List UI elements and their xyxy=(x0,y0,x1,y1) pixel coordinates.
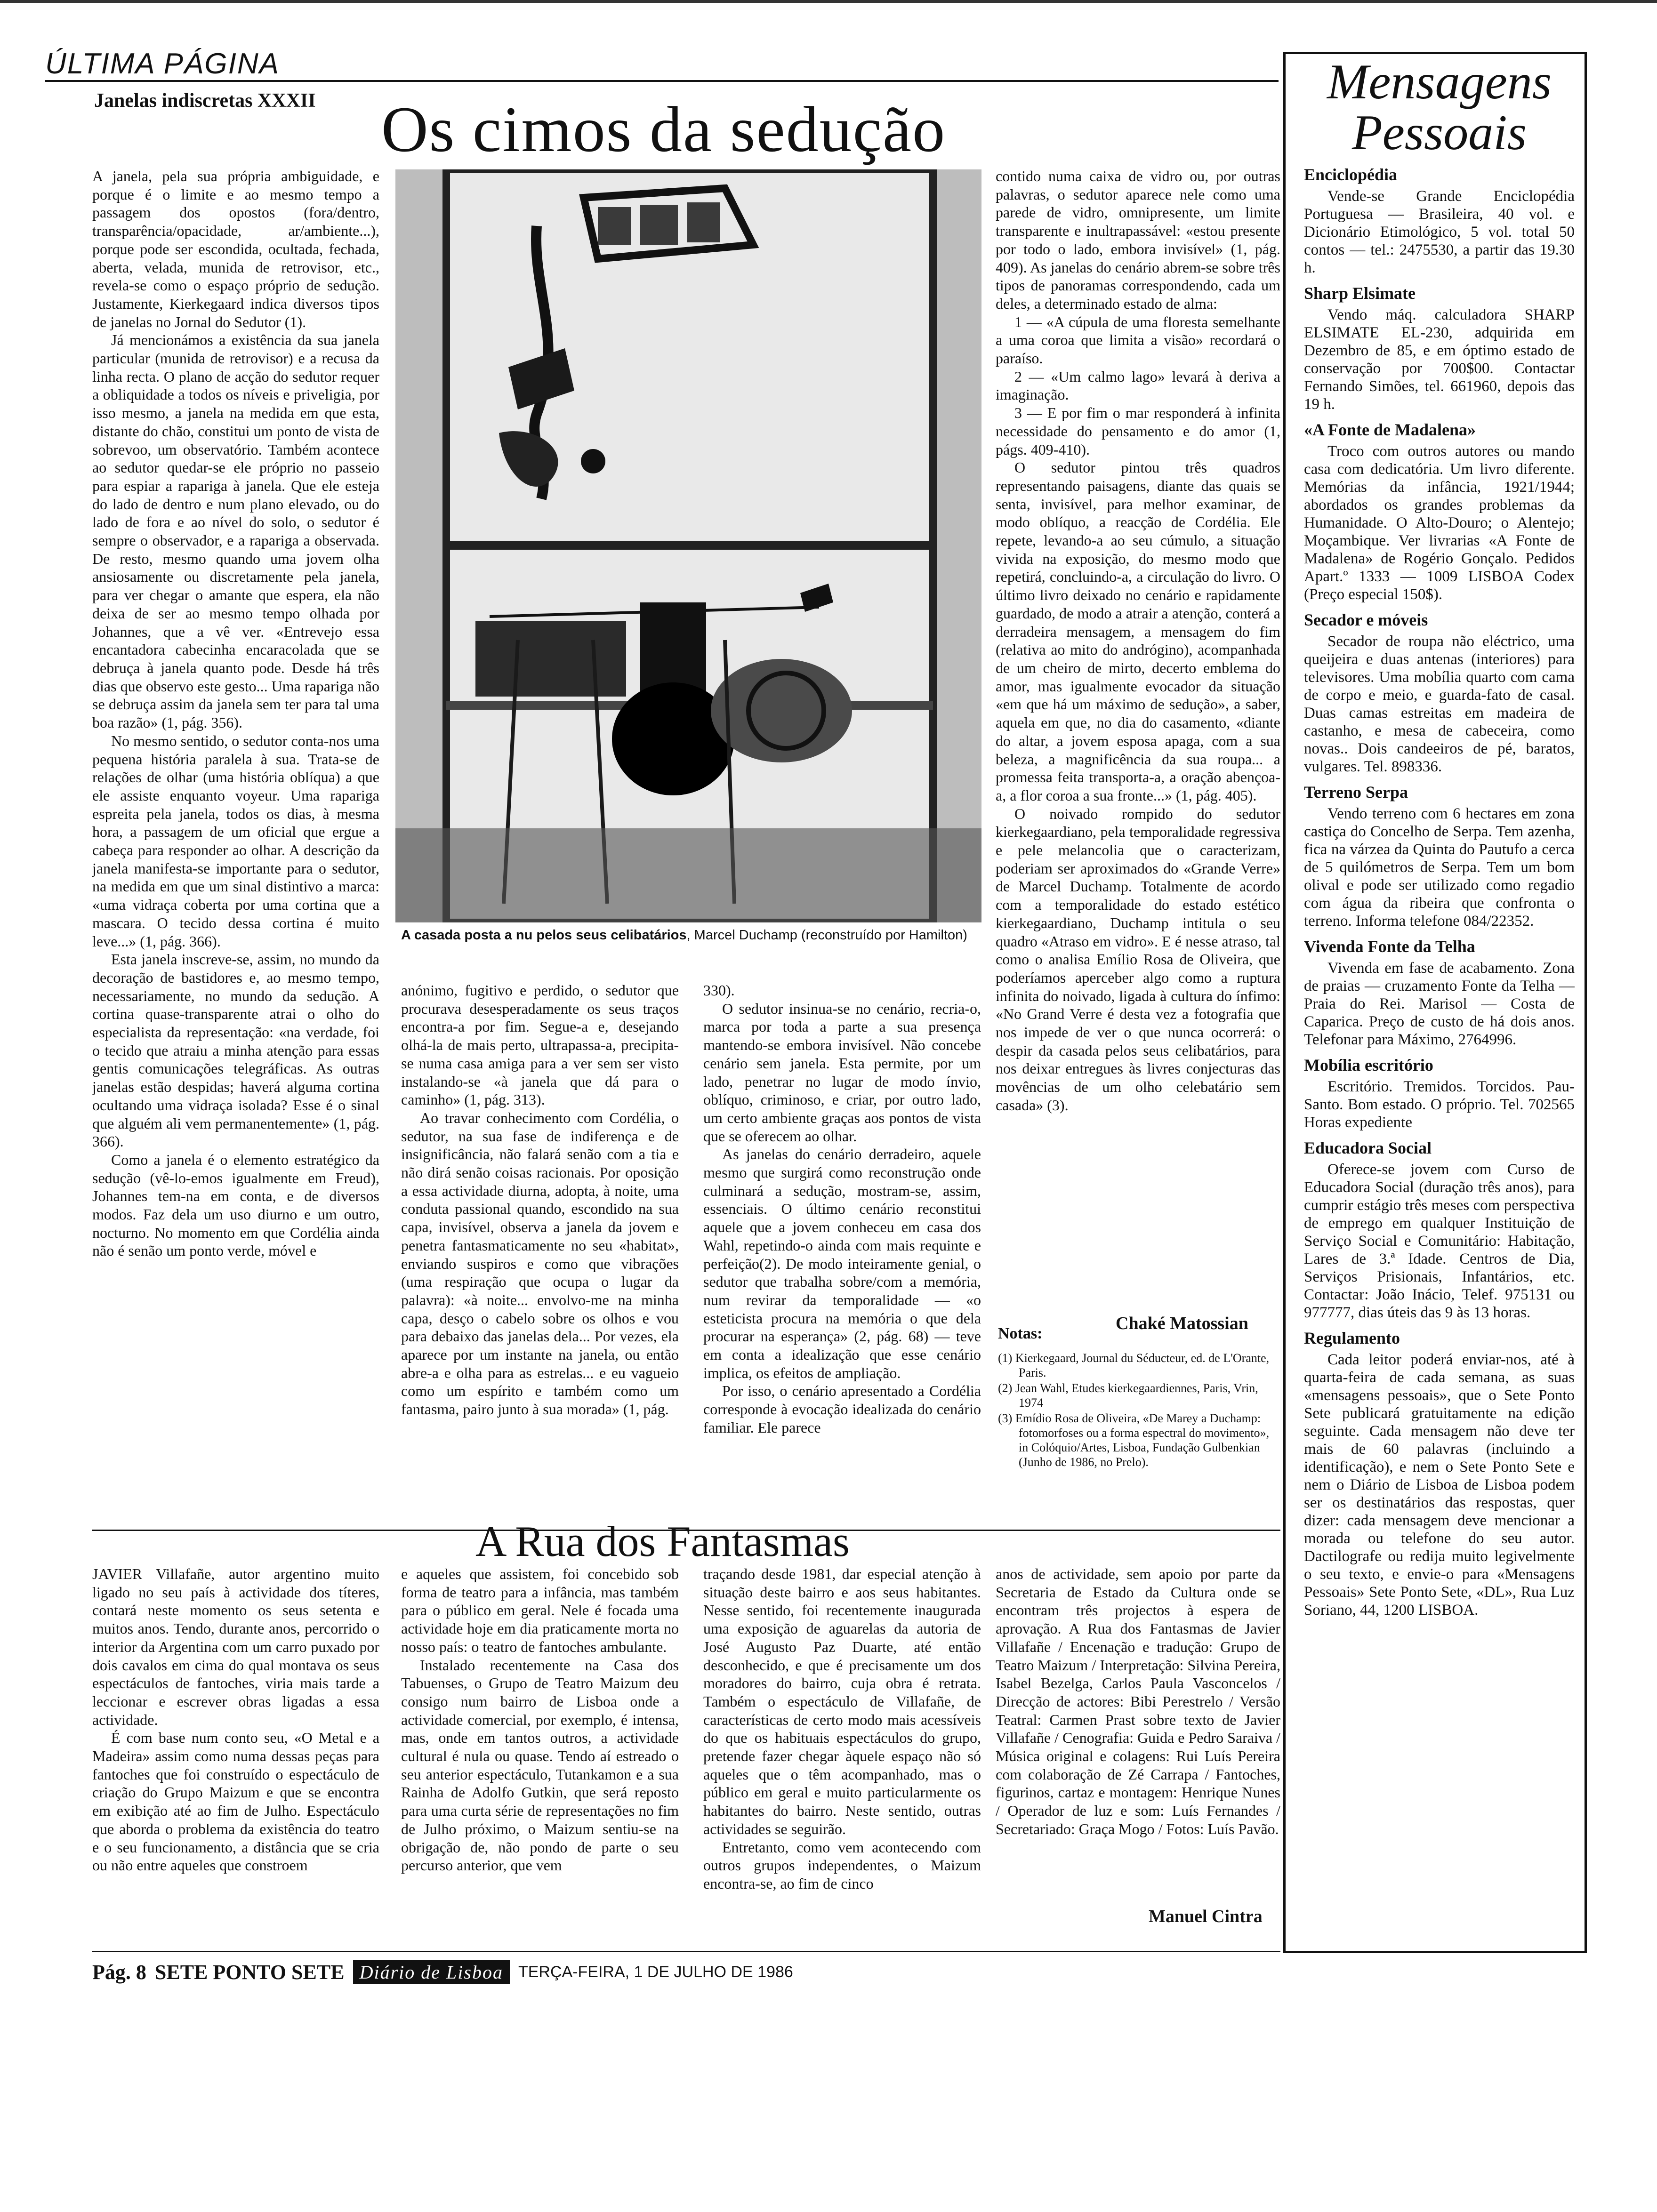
second-column-1 xyxy=(92,1565,379,1941)
article-column-4 xyxy=(996,167,1280,1292)
caption-title: A casada posta a nu pelos seus celibatários xyxy=(401,928,687,943)
paragraph: 1 — «A cúpula de uma floresta semelhante a uma coroa que limita a visão» recordará o paraíso. xyxy=(996,313,1280,367)
supplement-name: SETE PONTO SETE xyxy=(154,1960,345,1984)
ad-heading: Terreno Serpa xyxy=(1304,783,1408,801)
ad-item xyxy=(1304,283,1575,413)
second-article-title: A Rua dos Fantasmas xyxy=(475,1517,850,1565)
large-glass-artwork xyxy=(395,169,981,922)
ad-text: Cada leitor poderá enviar-nos, até à quarta-feira de cada semana, as suas «mensagens pessoais», que o Sete Ponto Sete publicará gratuitamente na edição seguinte. Cada mensagem não deve ter mais de 60 palavras (incluindo a identificação), e nem o Sete Ponto Sete e nem o Diário de Lisboa de Lisboa podem ser os destinatários das respostas, quer dizer: cada mensagem deve mencionar a morada ou telefone do seu autor. Dactilografe ou redija muito legivelmente o seu texto, e envie-o para «Mensagens Pessoais» Sete Ponto Sete, «DL», Rua Luz Soriano, 44, 1200 LISBOA. xyxy=(1304,1351,1575,1619)
ad-text: Oferece-se jovem com Curso de Educadora Social (duração três anos), para cumprir estágio três meses com perspectiva de emprego em qualquer Instituição de Serviço Social e Comunitário: Habitação, Lares de 3.ª Idade. Centros de Dia, Serviços Prisionais, Infantários, etc. Contactar: João Inácio, Telef. 975131 ou 977777, dias úteis das 9 às 13 horas. xyxy=(1304,1161,1575,1321)
issue-date: TERÇA-FEIRA, 1 DE JULHO DE 1986 xyxy=(518,1963,793,1981)
paragraph: O noivado rompido do sedutor kierkegaardiano, pela temporalidade regressiva e pele melancolia que o caracterizam, poderiam ser aproximados do «Grande Verre» de Marcel Duchamp. Totalmente de acordo com a temporalidade do estado estético kierkegaardiano, Duchamp intitula o seu quadro «Atraso em vidro». E é nesse atraso, tal como o analisa Emílio Rosa de Oliveira, que poderíamos aperceber algo como a ruptura infinita do noivado, ligada à cultura do ínfimo: «No Grand Verre é desta vez a fotografia que nos impede de ver o que nunca ocorrerá: o despir da casada pelos seus celibatários, para nos deixar entregues às livres conjecturas das movências de um olho celebatário sem casada» (3). xyxy=(996,805,1280,1114)
ad-text: Escritório. Tremidos. Torcidos. Pau-Santo. Bom estado. O próprio. Tel. 702565 Horas expediente xyxy=(1304,1078,1575,1131)
ad-item xyxy=(1304,610,1575,776)
ad-item xyxy=(1304,1328,1575,1619)
article-column-3 xyxy=(703,981,981,1527)
article-author: Chaké Matossian xyxy=(1116,1314,1248,1333)
paragraph: Ao travar conhecimento com Cordélia, o sedutor, na sua fase de indiferença e de insignificância, não falará senão com a tia e não dirá senão coisas racionais. Por oposição a essa actividade diurna, adopta, à noite, uma conduta passional quando, escondido na sua capa, invisível, observa a janela da jovem e penetra fantasmaticamente no seu «habitat», enviando suspiros e como que vibrações (uma respiração que ocupa o lugar da palavra): «à noite... envolvo-me na minha capa, desço o cabelo sobre os olhos e vou para debaixo das janelas dela... Por vezes, ela aparece por um instante na janela, ou então abre-a e olha para as estrelas... e eu vagueio como um espírito e também como um fantasma, pairo junto à sua morada» (1, pág. xyxy=(401,1109,679,1418)
note-item: (2) Jean Wahl, Etudes kierkegaardiennes, Paris, Vrin, 1974 xyxy=(998,1381,1258,1410)
notes-list xyxy=(998,1351,1280,1470)
paragraph: 2 — «Um calmo lago» levará à deriva a imaginação. xyxy=(996,368,1280,403)
ad-item xyxy=(1304,1138,1575,1322)
article-column-2 xyxy=(401,981,679,1527)
photo-caption xyxy=(401,927,985,943)
paragraph: Instalado recentemente na Casa dos Tabuenses, o Grupo de Teatro Maizum deu consigo num bairro de Lisboa onde a actividade comercial, por exemplo, é intensa, mas, onde em tantos outros, a actividade cultural é nula ou quase. Tendo aí estreado o seu anterior espectáculo, Tutankamon e a sua Rainha de Adolfo Gutkin, que será reposto para uma curta série de representações no fim de Julho próximo, o Maizum sentiu-se na obrigação de, não pondo de parte o seu percurso anterior, que vem xyxy=(401,1656,679,1874)
note-item: (3) Emídio Rosa de Oliveira, «De Marey a Duchamp: fotomorfoses ou a forma espectral do movimento», in Colóquio/Artes, Lisboa, Fundação Gulbenkian (Junho de 1986, no Prelo). xyxy=(998,1411,1270,1469)
newspaper-logo: Diário de Lisboa xyxy=(353,1960,510,1984)
ad-item xyxy=(1304,937,1575,1049)
paragraph: O sedutor insinua-se no cenário, recria-o, marca por toda a parte a sua presença mantendo-se embora invisível. Não concebe cenário sem janela. Esta permite, por um lado, penetrar no lugar de modo ínvio, oblíquo, criminoso, e criar, por outro lado, um certo ambiente graças aos pontos de vista que se oferecem ao olhar. xyxy=(703,1000,981,1145)
second-column-3 xyxy=(703,1565,981,1941)
page-number: Pág. 8 xyxy=(92,1960,146,1984)
paragraph: Entretanto, como vem acontecendo com outros grupos independentes, o Maizum encontra-se, ao fim de cinco xyxy=(703,1838,981,1892)
paragraph: anónimo, fugitivo e perdido, o sedutor que procurava desesperadamente os seus traços encontra-a por fim. Segue-a e, desejando olhá-la de mais perto, ultrapassa-a, precipita-se numa casa amiga para a ver sem ser visto instalando-se «à janela que dá para o caminho» (1, pág. 313). xyxy=(401,982,679,1108)
ad-heading: Secador e móveis xyxy=(1304,610,1428,629)
article-kicker: Janelas indiscretas XXXII xyxy=(94,90,316,112)
ad-text: Vendo máq. calculadora SHARP ELSIMATE EL-230, adquirida em Dezembro de 85, e em óptimo estado de conservação por 700$00. Contactar Fernando Simões, tel. 661960, depois das 19 h. xyxy=(1304,306,1575,413)
second-article-author: Manuel Cintra xyxy=(1149,1907,1263,1926)
ad-heading: Regulamento xyxy=(1304,1329,1400,1347)
ad-text: Troco com outros autores ou mando casa com dedicatória. Um livro diferente. Memórias da infância, 1921/1944; abordados os grandes problemas da Humanidade. O Alto-Douro; o Alentejo; Moçambique. Ver livrarias «A Fonte de Madalena» de Rogério Gonçalo. Pedidos Apart.º 1333 — 1009 LISBOA Codex (Preço especial 150$). xyxy=(1304,443,1575,603)
paragraph: As janelas do cenário derradeiro, aquele mesmo que surgirá como reconstrução onde culminará a sedução, mostram-se, assim, essenciais. O último cenário reconstitui aquele que a jovem conheceu em casa dos Wahl, repetindo-o ainda com mais requinte e perfeição(2). De modo inteiramente genial, o sedutor que trabalha sobre/com a memória, num revirar da temporalidade — «o esteticista procura na memória o que dela procurar na esperança» (2, pág. 68) — teve em conta a idealização que esse cenário implica, os efeitos de ampliação. xyxy=(703,1146,981,1381)
footer xyxy=(92,1958,793,1986)
ad-heading: «A Fonte de Madalena» xyxy=(1304,420,1476,439)
duchamp-photo xyxy=(395,169,981,922)
ad-text: Vende-se Grande Enciclopédia Portuguesa — Brasileira, 40 vol. e Dicionário Etimológico, 5 vol. total 50 contos — tel.: 2475530, a partir das 19.30 h. xyxy=(1304,188,1575,276)
article-title: Os cimos da sedução xyxy=(381,93,946,165)
notes-title: Notas: xyxy=(998,1325,1043,1342)
sidebar-title xyxy=(1304,56,1575,158)
ad-heading: Mobília escritório xyxy=(1304,1056,1433,1074)
ad-text: Secador de roupa não eléctrico, uma queijeira e duas antenas (interiores) para televisores. Uma mobília quarto com cama de corpo e meio, e guarda-fato de casal. Duas camas estreitas em madeira de castanho, e mesa de cabeceira, como novas.. Dois candeeiros de pé, baratos, vulgares. Tel. 898336. xyxy=(1304,633,1575,775)
paragraph: JAVIER Villafañe, autor argentino muito ligado no seu país à actividade dos títeres, contará neste momento os seus setenta e muitos anos. Tendo, durante anos, percorrido o interior da Argentina com um carro puxado por dois cavalos em cima do qual montava os seus espectáculos de fantoches, viria mais tarde a leccionar e escrever obras ligadas a essa actividade. xyxy=(92,1565,379,1728)
paragraph: É com base num conto seu, «O Metal e a Madeira» assim como numa dessas peças para fantoches que foi construído o espectáculo de criação do Grupo Maizum e que se encontra em exibição até ao fim de Julho. Espectáculo que aborda o problema da existência do teatro e o seu funcionamento, a distância que se cria ou não entre aqueles que constroem xyxy=(92,1729,379,1874)
article-column-1 xyxy=(92,167,379,1527)
ad-item xyxy=(1304,782,1575,930)
paragraph: anos de actividade, sem apoio por parte da Secretaria de Estado da Cultura onde se encontram três projectos à espera de aprovação. A Rua dos Fantasmas de Javier Villafañe / Encenação e tradução: Grupo de Teatro Maizum / Interpretação: Silvina Pereira, Isabel Bezelga, Carlos Paula Vasconcelos / Direcção de actores: Bibi Perestrelo / Versão Teatral: Carmen Prast sobre texto de Javier Villafañe / Cenografia: Guida e Pedro Saraiva / Música original e colagens: Rui Luís Pereira com colaboração de Zé Carrapa / Fantoches, figurinos, cartaz e montagem: Henrique Nunes / Operador de luz e som: Luís Fernandes / Secretariado: Graça Mogo / Fotos: Luís Pavão. xyxy=(996,1565,1280,1837)
section-label: ÚLTIMA PÁGINA xyxy=(45,48,280,80)
footer-rule xyxy=(92,1951,1280,1952)
ad-item xyxy=(1304,1055,1575,1131)
paragraph: O sedutor pintou três quadros representando paisagens, diante das quais se senta, invisível, para melhor examinar, de modo oblíquo, a reacção de Cordélia. Ele repete, levando-a ao seu cúmulo, a situação vivida na exposição, do mesmo modo que repetirá, concluindo-a, a circulação do livro. O último livro deixado no cenário e rapidamente guardado, de modo a atrair a atenção, conterá a derradeira mensagem, a mensagem do fim (relativa ao mito do andrógino), acompanhada de um cheiro de mirto, decerto emblema do amor, mas igualmente evocador da situação «em que há um máximo de sedução», a saber, aquela em que, no dia do casamento, «diante do altar, a jovem esposa apaga, com a sua beleza, a magnificência da sua roupa... a promessa feita transporta-a, a oração abençoa-a, a flor coroa a sua fronte...» (1, pág. 405). xyxy=(996,459,1280,804)
top-rule xyxy=(0,0,1657,3)
paragraph: traçando desde 1981, dar especial atenção à situação deste bairro e aos seus habitantes. Nesse sentido, foi recentemente inaugurada uma exposição de aguarelas da autoria de José Augusto Paz Duarte, até então desconhecido, e que é precisamente um dos moradores do bairro, cuja obra é retrata. Também o espectáculo de Villafañe, de características de certo modo mais acessíveis do que os habituais espectáculos do grupo, pretende fazer chegar àquele espaço não só aqueles que o têm acompanhado, mas o público em geral e muito particularmente os habitantes do bairro. Neste sentido, outras actividades se seguirão. xyxy=(703,1565,981,1837)
second-column-2 xyxy=(401,1565,679,1941)
paragraph: Esta janela inscreve-se, assim, no mundo da decoração de bastidores e, ao mesmo tempo, necessariamente, no mundo da sedução. A cortina quase-transparente atrai o olho do especialista da representação: «na verdade, foi o tecido que atraiu a minha atenção para essas gentis comunicações telegráficas. As outras janelas estão despidas; haverá alguma cortina ocultando uma vidraça isolada? Esse é o sinal que alguém ali vem permanentemente» (1, pág. 366). xyxy=(92,951,379,1150)
paragraph: Como a janela é o elemento estratégico da sedução (vê-lo-emos igualmente em Freud), Johannes tem-na em conta, e de diversos modos. Faz dela um uso diurno e um outro, nocturno. No momento em que Cordélia ainda não é senão um ponto verde, móvel e xyxy=(92,1151,379,1259)
paragraph: Já mencionámos a existência da sua janela particular (munida de retrovisor) e a recusa da linha recta. O plano de acção do sedutor requer a obliquidade a todos os níveis e priveligia, por isso mesmo, a janela na medida em que esta, distante do chão, constitui um ponto de vista de sobrevoo, um observatório. Também acontece ao sedutor quedar-se ele próprio no passeio para espiar a rapariga à janela. Que ele esteja do lado de dentro e num plano elevado, ou do lado de fora e ao nível do solo, o sedutor é sempre o observador, e a rapariga a observada. De resto, mesmo quando uma jovem olha ansiosamente ou discretamente pela janela, para ver chegar o amante que espera, ela não deixa de ser ao mesmo tempo olhada por Johannes, que a vê ver. «Entrevejo essa encantadora cabecinha encaracolada que se debruça à janela quanto pode. Desde há três dias que observo este gesto... Uma rapariga não se debruça assim da janela sem ter para tal uma boa razão» (1, pág. 356). xyxy=(92,331,379,731)
paragraph: A janela, pela sua própria ambiguidade, e porque é o limite e ao mesmo tempo a passagem dos opostos (fora/dentro, transparência/opacidade, ar/ambiente...), porque pode ser escondida, ocultada, fechada, aberta, velada, munida de retrovisor, etc., revela-se como o espaço próprio de sedução. Justamente, Kierkegaard indica diversos tipos de janelas no Jornal do Sedutor (1). xyxy=(92,168,379,330)
ad-heading: Vivenda Fonte da Telha xyxy=(1304,937,1475,956)
sidebar-title-line-1: Mensagens xyxy=(1327,56,1552,109)
paragraph: No mesmo sentido, o sedutor conta-nos uma pequena história paralela à sua. Trata-se de relações de olhar (uma história oblíqua) a que ele assiste enquanto voyeur. Uma rapariga espreita pela janela, todos os dias, à mesma hora, a passagem de um oficial que ergue a cabeça para responder ao olhar. A descrição da janela manifesta-se importante para o sedutor, na medida em que um sinal distintivo a marca: «uma vidraça coberta por uma cortina que a mascara. O tecido dessa cortina é muito leve...» (1, pág. 366). xyxy=(92,732,379,950)
ad-item xyxy=(1304,420,1575,603)
ad-heading: Educadora Social xyxy=(1304,1138,1432,1157)
note-item: (1) Kierkegaard, Journal du Séducteur, ed. de L'Orante, Paris. xyxy=(998,1351,1270,1379)
section-rule xyxy=(45,80,1279,82)
paragraph: contido numa caixa de vidro ou, por outras palavras, o sedutor aparece nele como uma parede de vidro, omnipresente, um limite transparente e inultrapassável: «estou presente por todo o lado, embora invisível» (1, pág. 409). As janelas do cenário abrem-se sobre três tipos de panoramas correspondendo, cada um deles, a determinado estado de alma: xyxy=(996,168,1280,312)
paragraph: e aqueles que assistem, foi concebido sob forma de teatro para a infância, mas também para o público em geral. Nele é focada uma actividade hoje em dia praticamente morta no nosso país: o teatro de fantoches ambulante. xyxy=(401,1565,679,1655)
ad-heading: Enciclopédia xyxy=(1304,165,1398,184)
ad-item xyxy=(1304,165,1575,277)
caption-credit: , Marcel Duchamp (reconstruído por Hamilton) xyxy=(686,928,967,943)
ad-text: Vivenda em fase de acabamento. Zona de praias — cruzamento Fonte da Telha — Praia do Rei. Marisol — Costa de Caparica. Preço de custo de há dois anos. Telefonar para Máximo, 2764996. xyxy=(1304,960,1575,1048)
paragraph: 3 — E por fim o mar responderá à infinita necessidade do pensamento e do amor (1, págs. 409-410). xyxy=(996,404,1280,458)
sidebar-inner xyxy=(1304,56,1575,1939)
second-column-4 xyxy=(996,1565,1280,1894)
sidebar-title-line-2: Pessoais xyxy=(1352,105,1527,160)
ad-text: Vendo terreno com 6 hectares em zona castiça do Concelho de Serpa. Tem azenha, fica na várzea da Quinta do Pautufo a cerca de 5 quilómetros de Serpa. Tem um bom olival e pode ser utilizado como regadio com água da ribeira que confronta o terreno. Informa telefone 084/22352. xyxy=(1304,805,1575,930)
paragraph: Por isso, o cenário apresentado a Cordélia corresponde à evocação idealizada do cenário familiar. Ele parece xyxy=(703,1382,981,1436)
ad-heading: Sharp Elsimate xyxy=(1304,284,1416,303)
paragraph: 330). xyxy=(703,982,735,999)
